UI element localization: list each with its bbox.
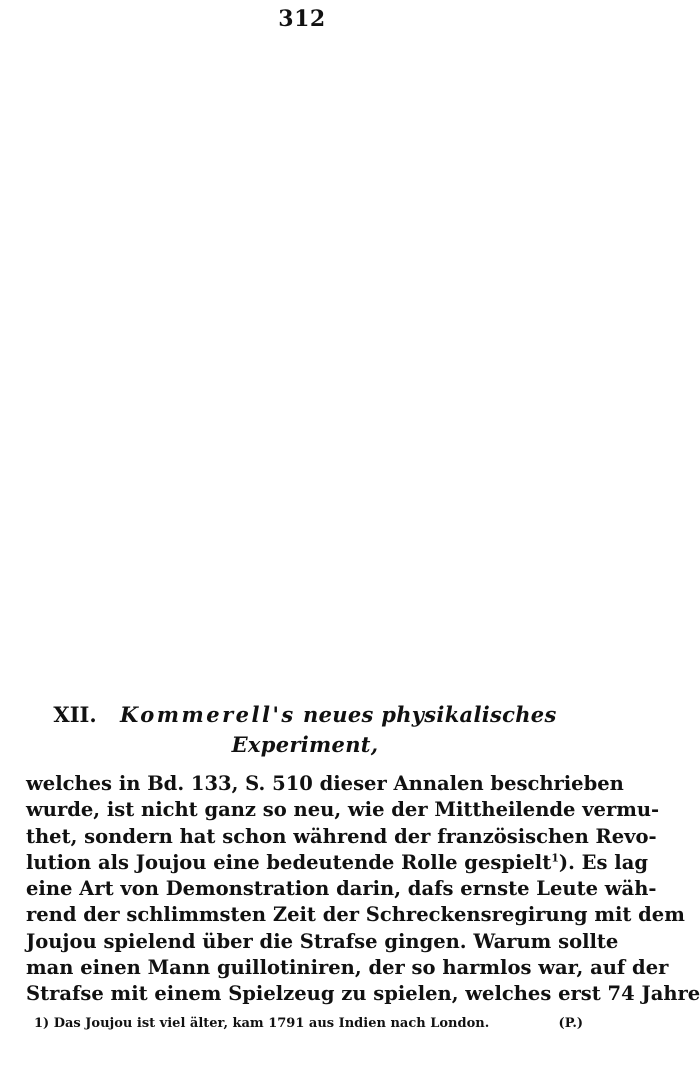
footnote-source: (P.) — [558, 1016, 583, 1031]
body-line: wurde, ist nicht ganz so neu, wie der Mittheilende vermu- — [26, 798, 660, 822]
footnote — [34, 1014, 583, 1034]
heading-name: Kommerell's — [120, 702, 296, 727]
body-line: eine Art von Demonstration darin, dafs ernste Leute wäh- — [26, 877, 657, 901]
heading-line-1 — [40, 700, 570, 730]
page-number: 312 — [278, 6, 326, 32]
body-paragraph — [26, 771, 700, 1008]
body-line-tail: ). Es lag — [558, 850, 648, 874]
body-line-text: lution als Joujou eine bedeutende Rolle gespielt — [26, 850, 552, 874]
body-line: welches in Bd. 133, S. 510 dieser Annalen beschrieben — [26, 772, 624, 795]
heading-line-2: Experiment, — [231, 732, 379, 757]
body-line-with-footnote — [26, 850, 648, 876]
footnote-text: 1) Das Joujou ist viel älter, kam 1791 aus Indien nach London. — [34, 1016, 490, 1031]
body-line: thet, sondern hat schon während der französischen Revo- — [26, 824, 657, 848]
body-line: rend der schlimmsten Zeit der Schreckensregirung mit dem — [26, 903, 685, 927]
body-line: Strafse mit einem Spielzeug zu spielen, welches erst 74 Jahre — [26, 982, 700, 1006]
heading-title-rest: neues physikalisches — [303, 702, 557, 727]
section-numeral: XII. — [53, 702, 97, 727]
footnote-marker: 1 — [551, 851, 559, 865]
body-line: Joujou spielend über die Strafse gingen. Warum sollte — [26, 929, 619, 953]
section-heading — [40, 700, 570, 760]
body-line: man einen Mann guillotiniren, der so harmlos war, auf der — [26, 956, 669, 980]
